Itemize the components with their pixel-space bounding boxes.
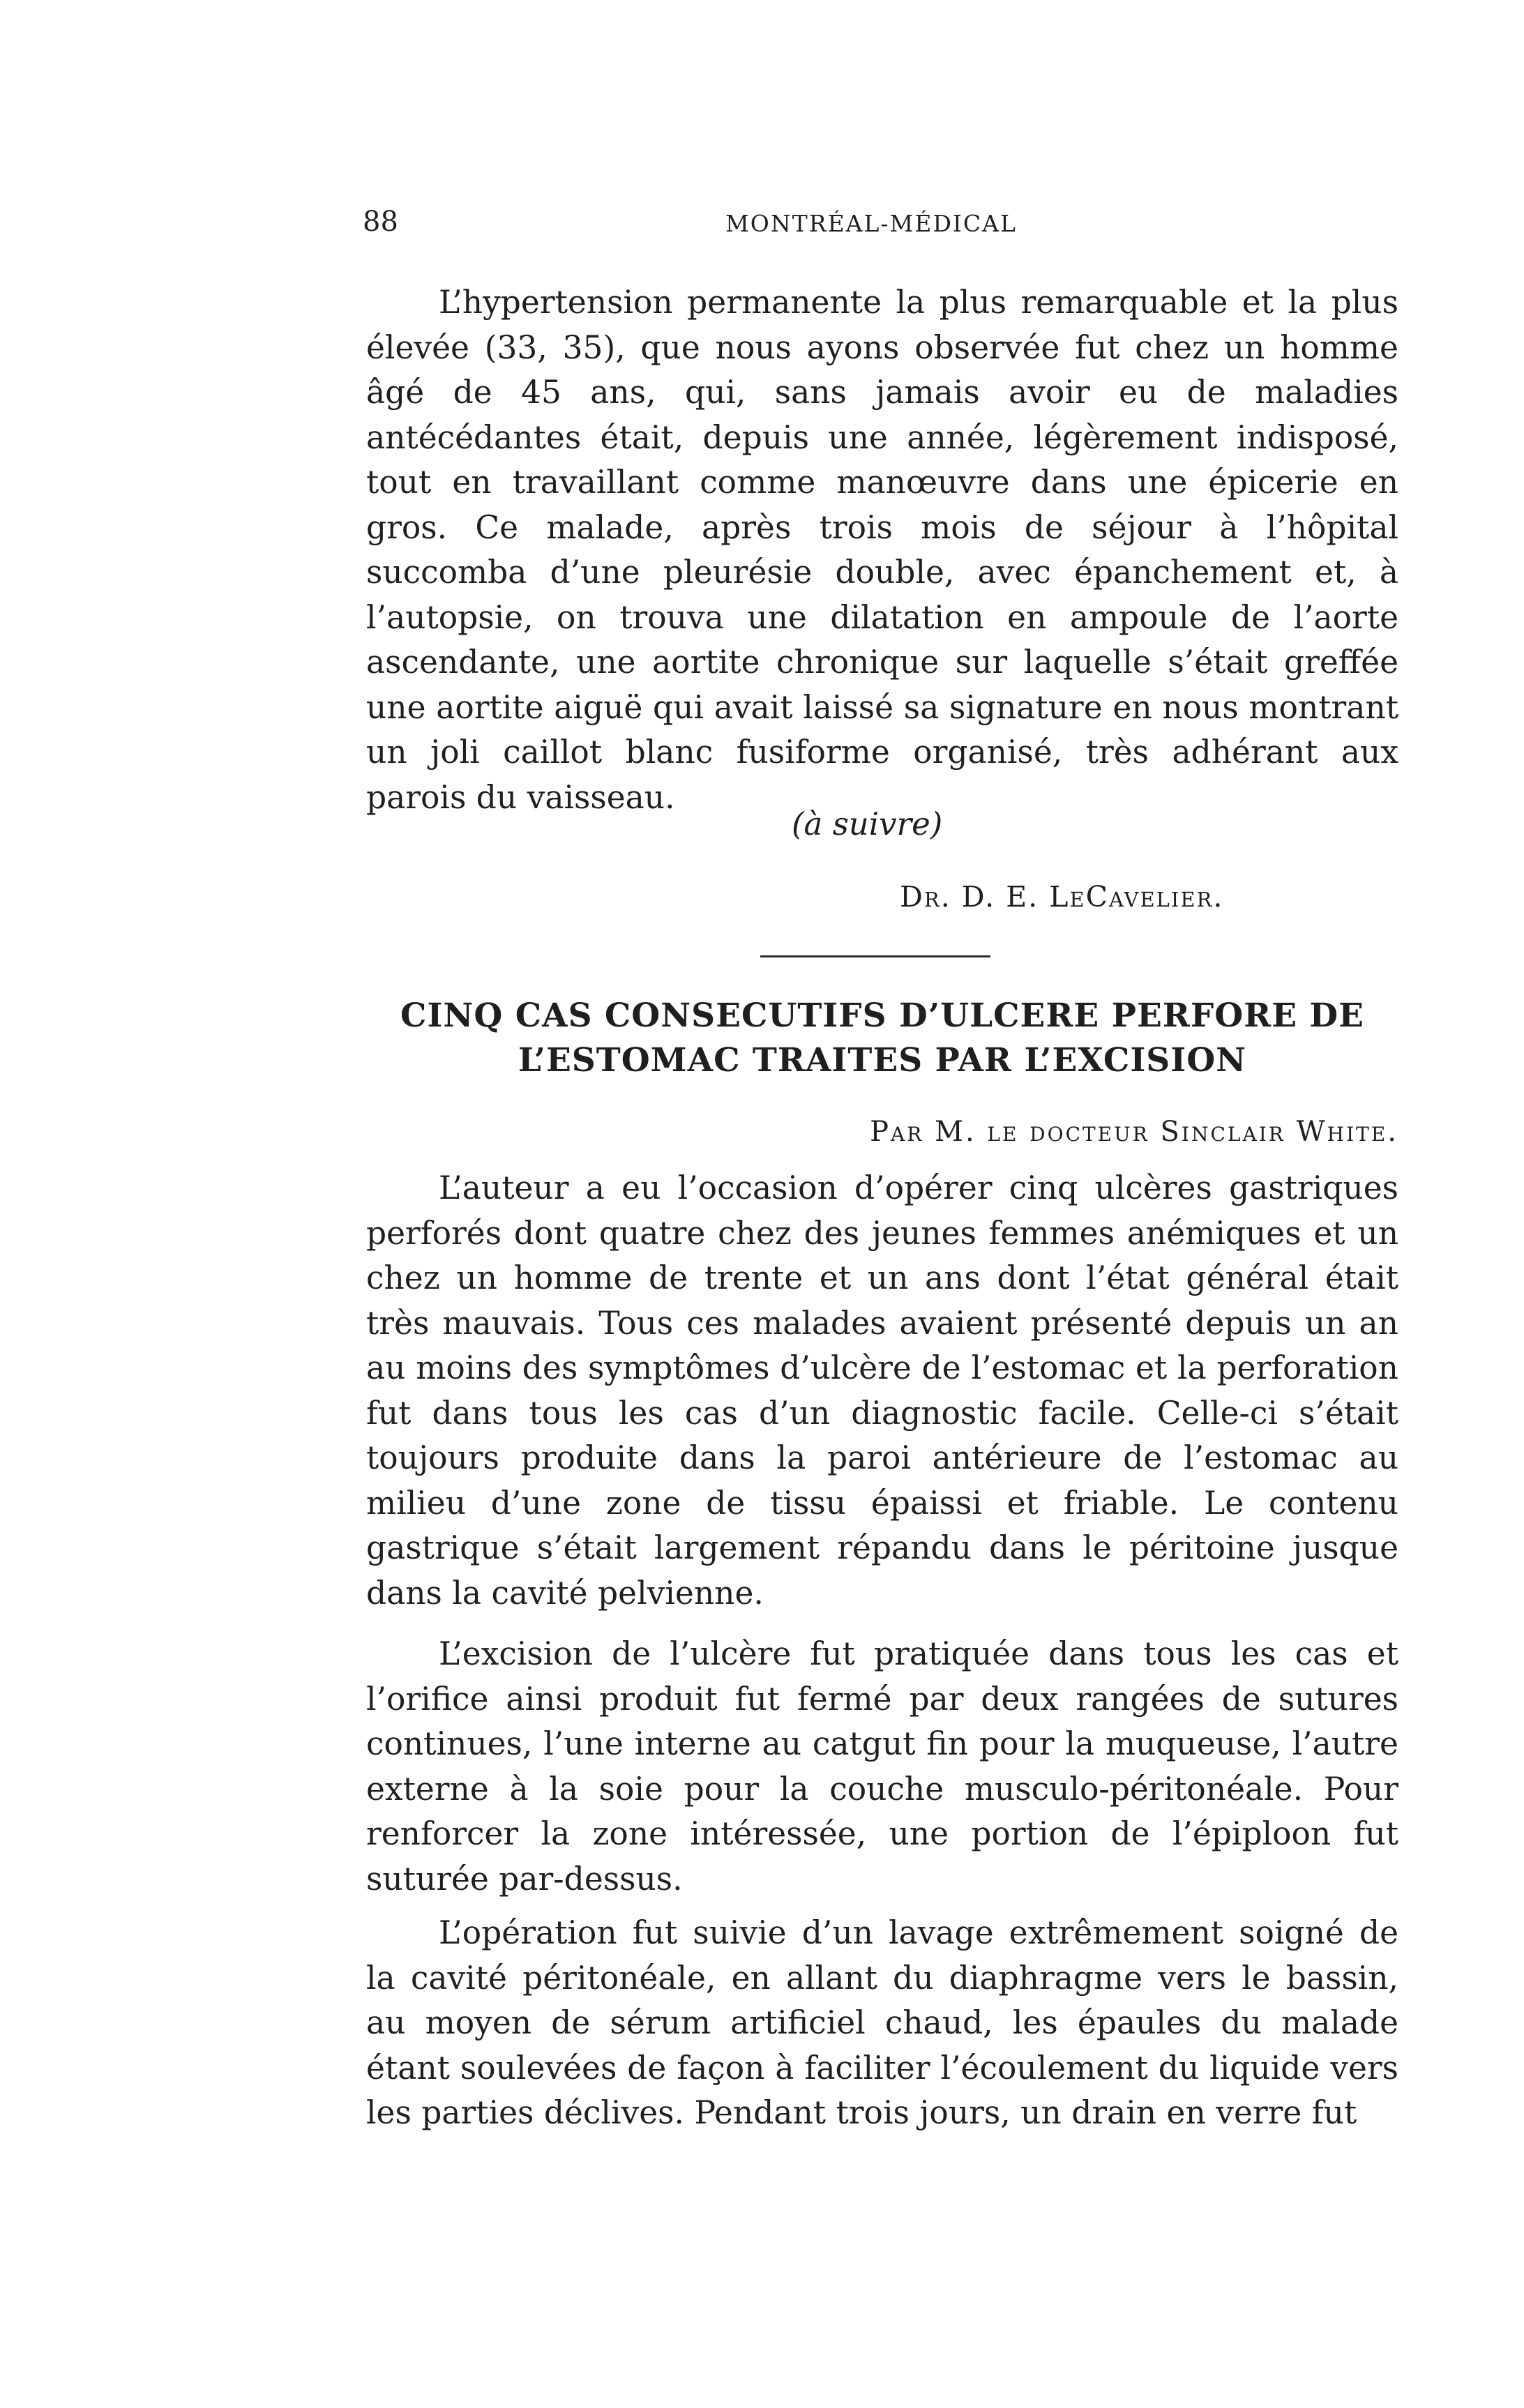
article-title-line-2: L’ESTOMAC TRAITES PAR L’EXCISION [518, 1041, 1247, 1080]
continued-note: (à suivre) [792, 805, 943, 842]
running-title: MONTRÉAL-MÉDICAL [725, 210, 1017, 237]
article-title-line-1: CINQ CAS CONSECUTIFS D’ULCERE PERFORE DE [400, 997, 1364, 1035]
article-byline: Par M. le docteur Sinclair White. [870, 1116, 1398, 1148]
paragraph-excision: L’excision de l’ulcère fut pratiquée dans tous les cas et l’orifice ainsi produit fut fermé par deux rangées de sutures continues, l’une interne au catgut fin pour la muqueuse, l’autre externe à la soie pour la couche musculo-péritonéale. Pour renforcer la zone intéressée, une portion de l’épiploon fut suturée par-dessus. [366, 1635, 1398, 1898]
article-title [366, 994, 1398, 1083]
paragraph-hypertension: L’hypertension permanente la plus remarquable et la plus élevée (33, 35), que nous ayons observée fut chez un homme âgé de 45 ans, qui, sans jamais avoir eu de maladies antécédantes était, depuis une année, légèrement indisposé, tout en travaillant comme manœuvre dans une épicerie en gros. Ce malade, après trois mois de séjour à l’hôpital succomba d’une pleurésie double, avec épanchement et, à l’autopsie, on trouva une dilatation en ampoule de l’aorte ascendante, une aortite chronique sur laquelle s’était greffée une aortite aiguë qui avait laissé sa signature en nous montrant un joli caillot blanc fusiforme organisé, très adhérant aux parois du vaisseau. [366, 284, 1398, 816]
page-header [363, 206, 1060, 248]
paragraph-operation: L’opération fut suivie d’un lavage extrêmement soigné de la cavité péritonéale, en allant du diaphragme vers le bassin, au moyen de sérum artificiel chaud, les épaules du malade étant soulevées de façon à faciliter l’écoulement du liquide vers les parties déclives. Pendant trois jours, un drain en verre fut [366, 1914, 1398, 2131]
section-divider [760, 955, 990, 957]
paragraph-ulcers: L’auteur a eu l’occasion d’opérer cinq ulcères gastriques perforés dont quatre chez des jeunes femmes anémiques et un chez un homme de trente et un ans dont l’état général était très mauvais. Tous ces malades avaient présenté depuis un an au moins des symptômes d’ulcère de l’estomac et la perforation fut dans tous les cas d’un diagnostic facile. Celle-ci s’était toujours produite dans la paroi antérieure de l’estomac au milieu d’une zone de tissu épaissi et friable. Le contenu gastrique s’était largement répandu dans le péritoine jusque dans la cavité pelvienne. [366, 1169, 1398, 1612]
page-number: 88 [363, 206, 398, 238]
author-signature: Dr. D. E. LeCavelier. [900, 880, 1224, 914]
